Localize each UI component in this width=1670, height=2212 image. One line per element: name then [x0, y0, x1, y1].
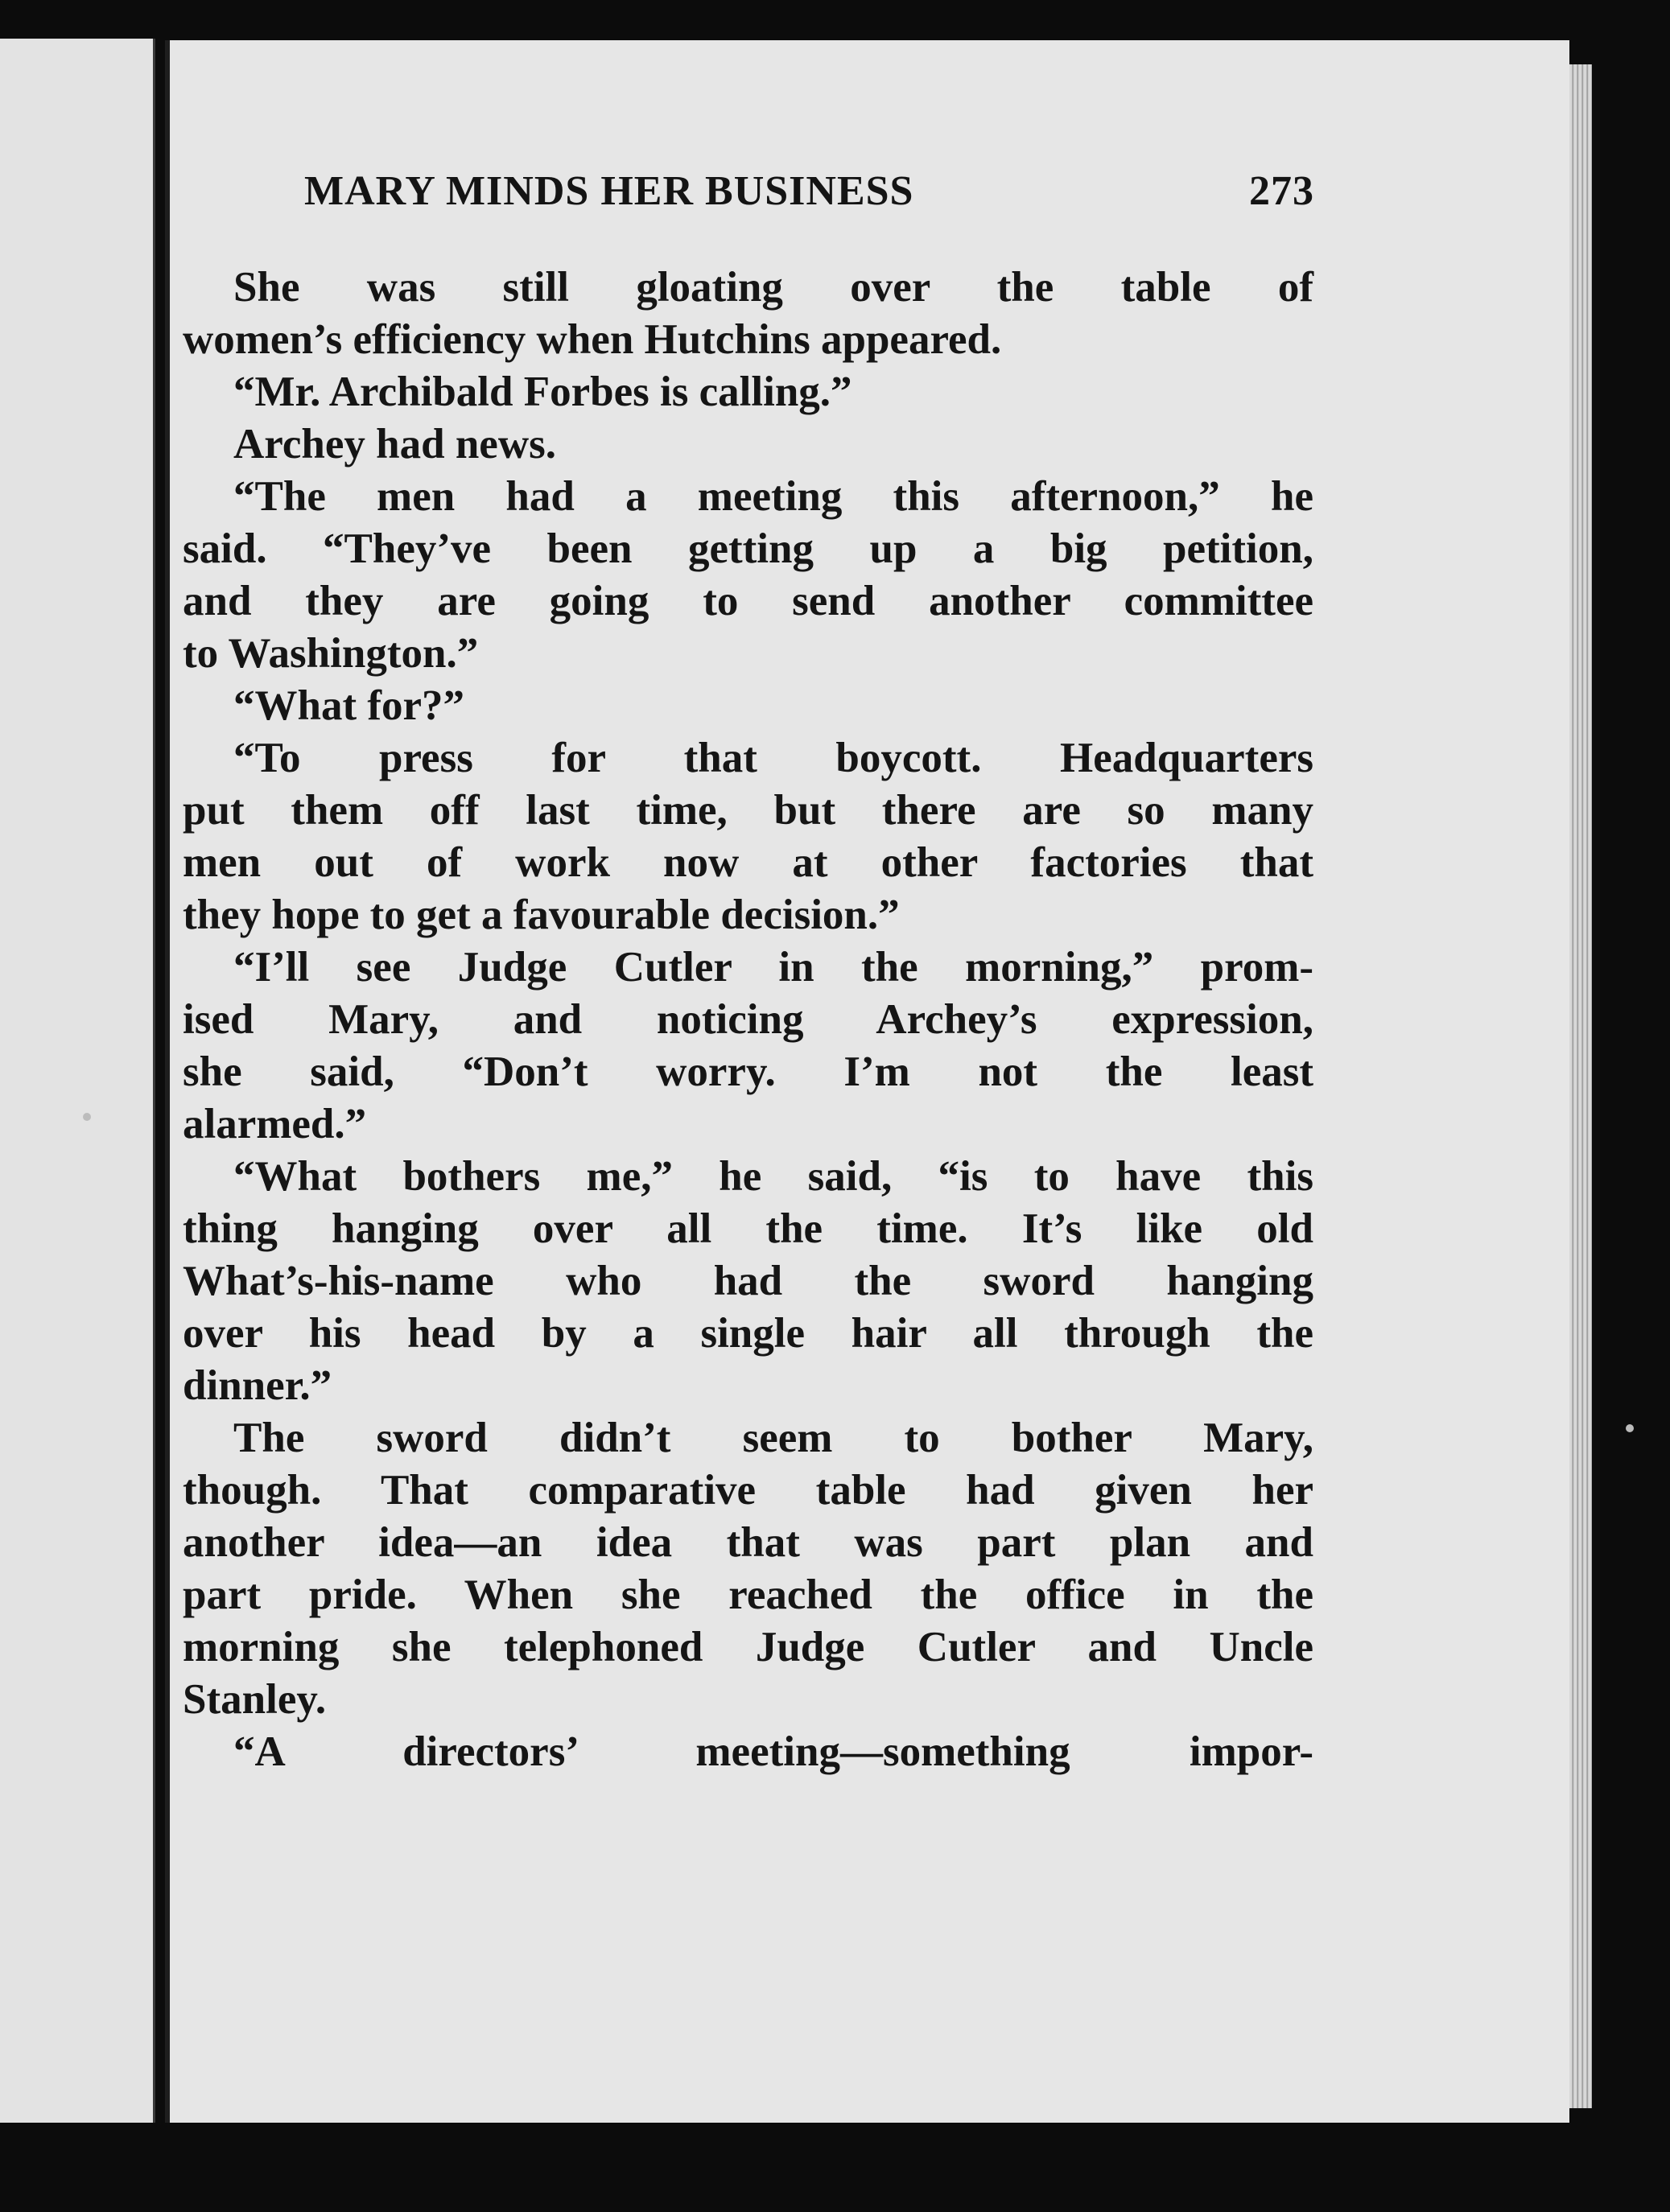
text-line: women’s efficiency when Hutchins appeared. — [183, 316, 1002, 363]
text-line: “To press for that boycott. Headquarters — [233, 735, 1313, 781]
running-head — [304, 167, 1314, 215]
text-line: She was still gloating over the table of — [233, 264, 1313, 311]
page-stack-edge — [1569, 64, 1592, 2108]
text-line: The sword didn’t seem to bother Mary, — [233, 1415, 1313, 1461]
text-line: alarmed.” — [183, 1101, 367, 1147]
stray-mark — [1626, 1424, 1634, 1432]
text-line: over his head by a single hair all through the — [183, 1310, 1313, 1357]
text-line: though. That comparative table had given her — [183, 1467, 1313, 1514]
text-line: What’s-his-name who had the sword hanging — [183, 1258, 1313, 1304]
running-head-title: MARY MINDS HER BUSINESS — [304, 168, 914, 214]
body-text — [183, 262, 1313, 1778]
text-line: another idea—an idea that was part plan and — [183, 1519, 1313, 1566]
text-line: “The men had a meeting this afternoon,” he — [233, 473, 1313, 520]
text-line: “I’ll see Judge Cutler in the morning,” prom- — [233, 944, 1313, 991]
text-line: to Washington.” — [183, 630, 479, 677]
text-line: put them off last time, but there are so many — [183, 787, 1313, 834]
text-line: “A directors’ meeting—something impor- — [233, 1728, 1313, 1775]
text-line: Stanley. — [183, 1676, 327, 1723]
text-line: part pride. When she reached the office in the — [183, 1571, 1313, 1618]
text-line: said. “They’ve been getting up a big petition, — [183, 525, 1313, 572]
text-line: morning she telephoned Judge Cutler and Uncle — [183, 1624, 1313, 1670]
page-number: 273 — [1249, 168, 1314, 214]
facing-page-edge — [0, 39, 155, 2123]
text-line: “Mr. Archibald Forbes is calling.” — [233, 369, 852, 415]
text-line: “What bothers me,” he said, “is to have this — [233, 1153, 1313, 1200]
text-line: dinner.” — [183, 1362, 332, 1409]
text-line: thing hanging over all the time. It’s like old — [183, 1205, 1313, 1252]
text-line: she said, “Don’t worry. I’m not the least — [183, 1048, 1313, 1095]
text-line: “What for?” — [233, 682, 465, 729]
stray-mark — [83, 1113, 91, 1121]
text-line: and they are going to send another committee — [183, 578, 1313, 624]
text-line: they hope to get a favourable decision.” — [183, 892, 900, 938]
text-line: men out of work now at other factories that — [183, 839, 1313, 886]
text-line: Archey had news. — [233, 421, 556, 468]
text-line: ised Mary, and noticing Archey’s expression, — [183, 996, 1313, 1043]
